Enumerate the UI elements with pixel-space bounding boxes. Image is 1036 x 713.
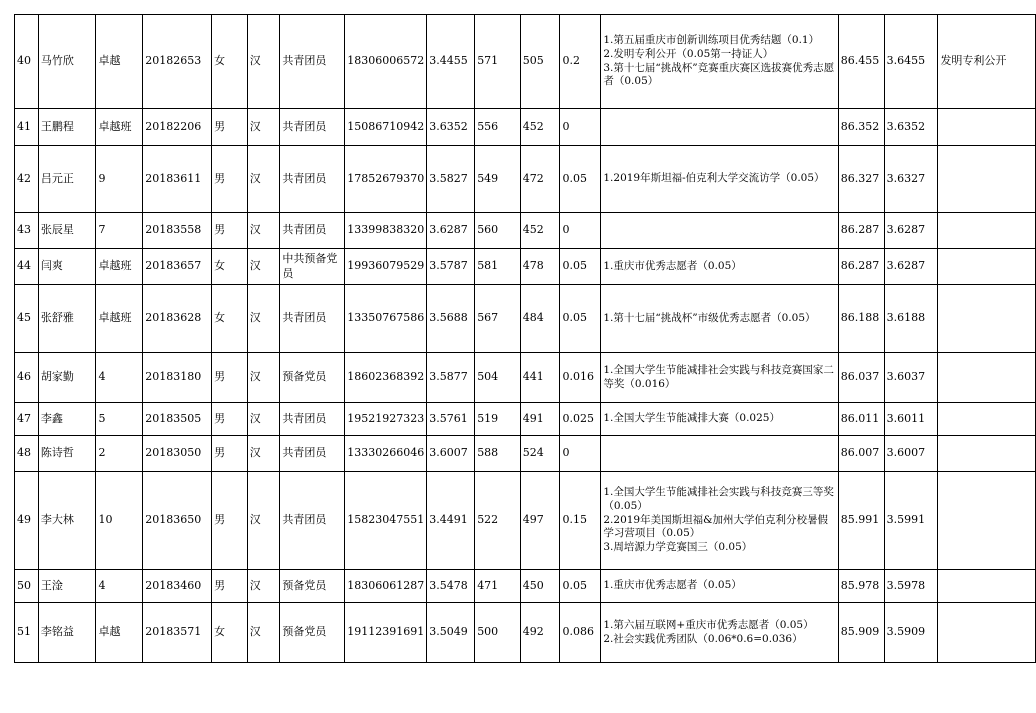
- score-2: 505: [520, 15, 560, 109]
- score-1: 588: [475, 436, 521, 472]
- bonus-items: [601, 249, 838, 285]
- score-2: 524: [520, 436, 560, 472]
- remarks: 发明专利公开: [938, 15, 1036, 109]
- phone-number: 19936079529: [345, 249, 427, 285]
- total-score: 85.909: [838, 603, 884, 663]
- student-name: 李大林: [38, 472, 96, 570]
- ethnicity: 汉: [247, 353, 280, 403]
- gender: 男: [212, 436, 248, 472]
- ethnicity: 汉: [247, 285, 280, 353]
- gpa: 3.5787: [427, 249, 475, 285]
- political-status: 共青团员: [280, 403, 345, 436]
- total-score: 86.455: [838, 15, 884, 109]
- phone-number: 19521927323: [345, 403, 427, 436]
- phone-number: 15086710942: [345, 109, 427, 146]
- student-id: 20183628: [143, 285, 212, 353]
- political-status: 共青团员: [280, 213, 345, 249]
- class-name: 2: [96, 436, 143, 472]
- total-score: 86.188: [838, 285, 884, 353]
- score-1: 519: [475, 403, 521, 436]
- gender: 女: [212, 15, 248, 109]
- political-status: 共青团员: [280, 109, 345, 146]
- bonus-item: 1.2019年斯坦福-伯克利大学交流访学（0.05）: [603, 172, 825, 185]
- total-score: 86.327: [838, 146, 884, 213]
- phone-number: 15823047551: [345, 472, 427, 570]
- score-1: 560: [475, 213, 521, 249]
- row-number: 47: [15, 403, 39, 436]
- remarks: [938, 285, 1036, 353]
- gpa: 3.5688: [427, 285, 475, 353]
- remarks: [938, 353, 1036, 403]
- political-status: 共青团员: [280, 472, 345, 570]
- phone-number: 18306006572: [345, 15, 427, 109]
- student-id: 20183558: [143, 213, 212, 249]
- final-gpa: 3.6037: [884, 353, 938, 403]
- class-name: 4: [96, 570, 143, 603]
- gpa: 3.5478: [427, 570, 475, 603]
- political-status: 共青团员: [280, 436, 345, 472]
- phone-number: 13330266046: [345, 436, 427, 472]
- student-name: 王鹏程: [38, 109, 96, 146]
- bonus-items: [601, 213, 838, 249]
- gender: 女: [212, 603, 248, 663]
- bonus-points: 0.086: [560, 603, 601, 663]
- student-id: 20183571: [143, 603, 212, 663]
- row-number: 51: [15, 603, 39, 663]
- gender: 男: [212, 570, 248, 603]
- bonus-points: 0.016: [560, 353, 601, 403]
- row-number: 43: [15, 213, 39, 249]
- bonus-items: [601, 353, 838, 403]
- score-1: 522: [475, 472, 521, 570]
- table-row: [15, 249, 1036, 285]
- score-1: 581: [475, 249, 521, 285]
- phone-number: 13399838320: [345, 213, 427, 249]
- total-score: 86.287: [838, 249, 884, 285]
- student-name: 李铭益: [38, 603, 96, 663]
- remarks: [938, 403, 1036, 436]
- gender: 女: [212, 285, 248, 353]
- score-1: 500: [475, 603, 521, 663]
- remarks: [938, 249, 1036, 285]
- class-name: 卓越: [96, 15, 143, 109]
- bonus-item: 2.2019年美国斯坦福&加州大学伯克利分校暑假学习营项目（0.05）: [603, 513, 828, 540]
- total-score: 85.991: [838, 472, 884, 570]
- final-gpa: 3.5978: [884, 570, 938, 603]
- gpa: 3.6007: [427, 436, 475, 472]
- final-gpa: 3.5909: [884, 603, 938, 663]
- score-1: 549: [475, 146, 521, 213]
- bonus-item: 1.全国大学生节能减排社会实践与科技竞赛国家二等奖（0.016）: [603, 363, 834, 390]
- row-number: 46: [15, 353, 39, 403]
- ethnicity: 汉: [247, 146, 280, 213]
- remarks: [938, 603, 1036, 663]
- political-status: 共青团员: [280, 285, 345, 353]
- final-gpa: 3.5991: [884, 472, 938, 570]
- phone-number: 18306061287: [345, 570, 427, 603]
- table-row: [15, 472, 1036, 570]
- bonus-points: 0.2: [560, 15, 601, 109]
- student-id: 20183180: [143, 353, 212, 403]
- gpa: 3.4491: [427, 472, 475, 570]
- gpa: 3.6352: [427, 109, 475, 146]
- score-2: 472: [520, 146, 560, 213]
- score-1: 556: [475, 109, 521, 146]
- bonus-items: [601, 285, 838, 353]
- student-id: 20183505: [143, 403, 212, 436]
- score-2: 452: [520, 109, 560, 146]
- bonus-points: 0: [560, 213, 601, 249]
- student-name: 张舒雅: [38, 285, 96, 353]
- row-number: 42: [15, 146, 39, 213]
- class-name: 卓越班: [96, 109, 143, 146]
- gender: 男: [212, 146, 248, 213]
- phone-number: 17852679370: [345, 146, 427, 213]
- bonus-items: [601, 15, 838, 109]
- bonus-points: 0.15: [560, 472, 601, 570]
- student-name: 陈诗哲: [38, 436, 96, 472]
- gender: 男: [212, 472, 248, 570]
- table-row: [15, 285, 1036, 353]
- final-gpa: 3.6352: [884, 109, 938, 146]
- total-score: 86.352: [838, 109, 884, 146]
- gpa: 3.5827: [427, 146, 475, 213]
- ethnicity: 汉: [247, 570, 280, 603]
- student-id: 20182653: [143, 15, 212, 109]
- score-2: 441: [520, 353, 560, 403]
- remarks: [938, 146, 1036, 213]
- bonus-item: 1.第六届互联网+重庆市优秀志愿者（0.05）: [603, 618, 814, 631]
- gender: 女: [212, 249, 248, 285]
- ethnicity: 汉: [247, 109, 280, 146]
- remarks: [938, 472, 1036, 570]
- total-score: 86.037: [838, 353, 884, 403]
- score-2: 478: [520, 249, 560, 285]
- bonus-points: 0: [560, 109, 601, 146]
- student-name: 王淦: [38, 570, 96, 603]
- student-id: 20183650: [143, 472, 212, 570]
- gpa: 3.4455: [427, 15, 475, 109]
- remarks: [938, 109, 1036, 146]
- student-id: 20183050: [143, 436, 212, 472]
- class-name: 9: [96, 146, 143, 213]
- ethnicity: 汉: [247, 603, 280, 663]
- class-name: 4: [96, 353, 143, 403]
- remarks: [938, 436, 1036, 472]
- final-gpa: 3.6011: [884, 403, 938, 436]
- student-name: 张辰星: [38, 213, 96, 249]
- row-number: 49: [15, 472, 39, 570]
- political-status: 预备党员: [280, 353, 345, 403]
- class-name: 卓越班: [96, 285, 143, 353]
- table-row: [15, 213, 1036, 249]
- student-name: 李鑫: [38, 403, 96, 436]
- bonus-points: 0.05: [560, 570, 601, 603]
- phone-number: 19112391691: [345, 603, 427, 663]
- class-name: 10: [96, 472, 143, 570]
- political-status: 共青团员: [280, 15, 345, 109]
- bonus-item: 1.全国大学生节能减排大赛（0.025）: [603, 412, 780, 425]
- final-gpa: 3.6327: [884, 146, 938, 213]
- student-id: 20183611: [143, 146, 212, 213]
- table-row: [15, 109, 1036, 146]
- ethnicity: 汉: [247, 472, 280, 570]
- table-row: [15, 403, 1036, 436]
- row-number: 40: [15, 15, 39, 109]
- table-body: [15, 15, 1036, 663]
- phone-number: 13350767586: [345, 285, 427, 353]
- bonus-points: 0.05: [560, 249, 601, 285]
- student-name: 马竹欣: [38, 15, 96, 109]
- bonus-items: [601, 436, 838, 472]
- class-name: 卓越班: [96, 249, 143, 285]
- score-2: 450: [520, 570, 560, 603]
- student-id: 20183460: [143, 570, 212, 603]
- political-status: 预备党员: [280, 603, 345, 663]
- bonus-items: [601, 146, 838, 213]
- class-name: 卓越: [96, 603, 143, 663]
- bonus-items: [601, 603, 838, 663]
- gpa: 3.5877: [427, 353, 475, 403]
- total-score: 86.011: [838, 403, 884, 436]
- gpa: 3.5761: [427, 403, 475, 436]
- ranking-table: [14, 14, 1036, 663]
- political-status: 共青团员: [280, 146, 345, 213]
- gpa: 3.5049: [427, 603, 475, 663]
- bonus-points: 0.05: [560, 146, 601, 213]
- total-score: 86.287: [838, 213, 884, 249]
- bonus-item: 3.周培源力学竞赛国三（0.05）: [603, 540, 753, 553]
- political-status: 预备党员: [280, 570, 345, 603]
- bonus-item: 1.第十七届“挑战杯”市级优秀志愿者（0.05）: [603, 311, 816, 324]
- score-1: 571: [475, 15, 521, 109]
- bonus-item: 2.发明专利公开（0.05第一持证人）: [603, 47, 774, 60]
- bonus-items: [601, 472, 838, 570]
- remarks: [938, 570, 1036, 603]
- row-number: 48: [15, 436, 39, 472]
- row-number: 41: [15, 109, 39, 146]
- table-row: [15, 353, 1036, 403]
- gender: 男: [212, 353, 248, 403]
- table-row: [15, 15, 1036, 109]
- bonus-items: [601, 109, 838, 146]
- score-1: 504: [475, 353, 521, 403]
- bonus-item: 1.重庆市优秀志愿者（0.05）: [603, 259, 742, 272]
- bonus-items: [601, 403, 838, 436]
- bonus-item: 1.第五届重庆市创新训练项目优秀结题（0.1）: [603, 34, 820, 47]
- final-gpa: 3.6287: [884, 249, 938, 285]
- bonus-item: 1.全国大学生节能减排社会实践与科技竞赛三等奖（0.05）: [603, 486, 834, 513]
- remarks: [938, 213, 1036, 249]
- final-gpa: 3.6007: [884, 436, 938, 472]
- final-gpa: 3.6455: [884, 15, 938, 109]
- row-number: 50: [15, 570, 39, 603]
- score-2: 452: [520, 213, 560, 249]
- student-name: 吕元正: [38, 146, 96, 213]
- table-row: [15, 570, 1036, 603]
- bonus-item: 3.第十七届“挑战杯”竞赛重庆赛区选拔赛优秀志愿者（0.05）: [603, 61, 835, 88]
- bonus-items: [601, 570, 838, 603]
- student-id: 20183657: [143, 249, 212, 285]
- bonus-points: 0.025: [560, 403, 601, 436]
- bonus-points: 0: [560, 436, 601, 472]
- table-row: [15, 603, 1036, 663]
- student-name: 闫爽: [38, 249, 96, 285]
- ethnicity: 汉: [247, 249, 280, 285]
- score-1: 567: [475, 285, 521, 353]
- gender: 男: [212, 109, 248, 146]
- row-number: 45: [15, 285, 39, 353]
- political-status: 中共预备党员: [280, 249, 345, 285]
- phone-number: 18602368392: [345, 353, 427, 403]
- final-gpa: 3.6287: [884, 213, 938, 249]
- table-row: [15, 436, 1036, 472]
- table-row: [15, 146, 1036, 213]
- student-id: 20182206: [143, 109, 212, 146]
- class-name: 7: [96, 213, 143, 249]
- gender: 男: [212, 213, 248, 249]
- row-number: 44: [15, 249, 39, 285]
- ethnicity: 汉: [247, 15, 280, 109]
- bonus-item: 1.重庆市优秀志愿者（0.05）: [603, 579, 742, 592]
- score-2: 497: [520, 472, 560, 570]
- score-1: 471: [475, 570, 521, 603]
- class-name: 5: [96, 403, 143, 436]
- gender: 男: [212, 403, 248, 436]
- final-gpa: 3.6188: [884, 285, 938, 353]
- bonus-points: 0.05: [560, 285, 601, 353]
- ethnicity: 汉: [247, 213, 280, 249]
- score-2: 492: [520, 603, 560, 663]
- bonus-item: 2.社会实践优秀团队（0.06*0.6=0.036）: [603, 632, 803, 645]
- score-2: 491: [520, 403, 560, 436]
- total-score: 86.007: [838, 436, 884, 472]
- score-2: 484: [520, 285, 560, 353]
- ethnicity: 汉: [247, 403, 280, 436]
- gpa: 3.6287: [427, 213, 475, 249]
- ethnicity: 汉: [247, 436, 280, 472]
- total-score: 85.978: [838, 570, 884, 603]
- student-name: 胡家勤: [38, 353, 96, 403]
